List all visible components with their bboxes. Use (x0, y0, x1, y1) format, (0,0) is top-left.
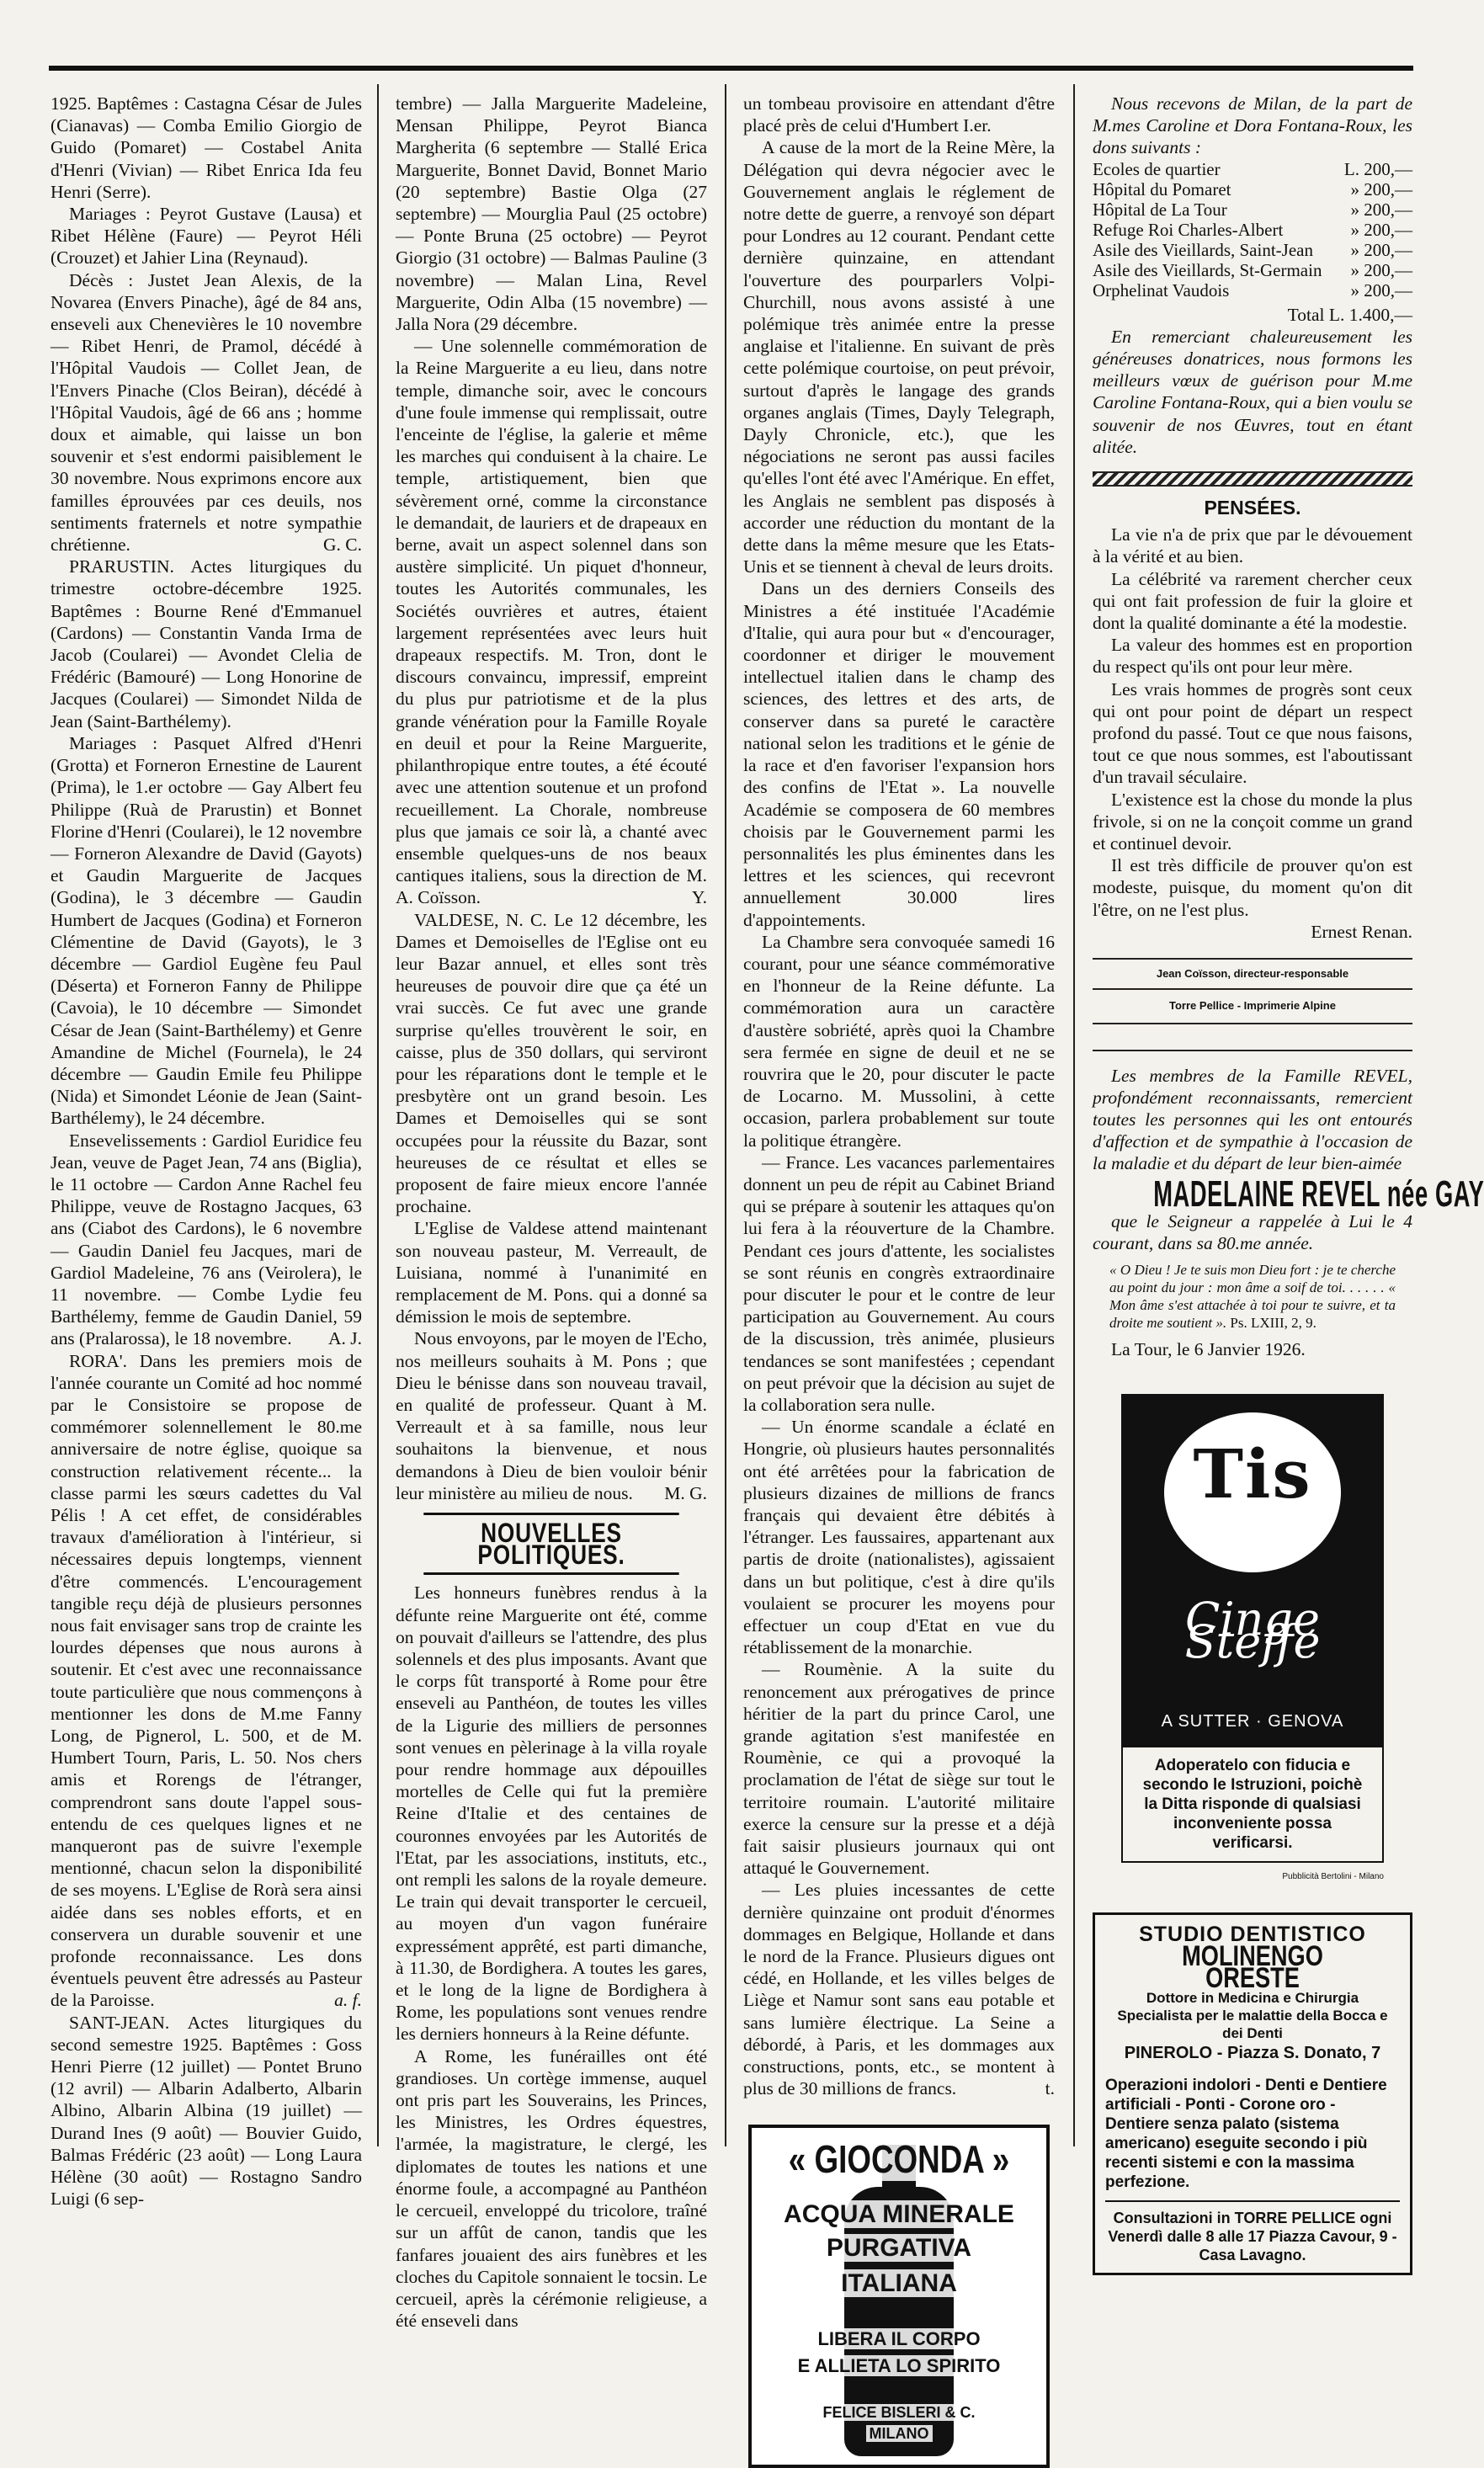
ornament-divider (1093, 471, 1412, 487)
dateline: La Tour, le 6 Janvier 1926. (1111, 1339, 1306, 1360)
studio-degree: Dottore in Medicina e Chirurgia (1146, 1990, 1359, 2007)
donation-amount: » 200,— (1350, 178, 1412, 199)
tis-text: Adoperatelo con fiducia e secondo le Istruzioni, poichè la Ditta risponde di qualsiasi inconveniente possa verificarsi. (1121, 1747, 1384, 1863)
article-text: Mariages : Pasquet Alfred d'Henri (Grotta) et Forneron Ernestine de Laurent (Prima), le 1.er octobre — Gay Albert feu Philippe (Ruà de Prarustin) et Bonnet Florine d'Henri (Coularei), le 12 novembre — Forneron Alexandre de David (Gayots) et Gaudin Marguerite de Jacques (Godina), le 3 décembre — Gaudin Humbert de Jacques (Godina) et Forneron Clémentine de David (Gayots), le 3 décembre — Gardiol Eugène feu Paul (Déserta) et Forneron Fanny de Philippe (Cavoia), le 10 décembre — Simondet César de Jean (Saint-Barthélemy) et Genre Amandine de Michel (Fournela), le 24 décembre — Gaudin Emile feu Philippe (Nida) et Simondet Léonie de Jean (Saint-Barthélemy), le 24 décembre. (51, 732, 362, 1129)
tis-logo: Tis (1193, 1434, 1312, 1514)
tis-advertisement (1121, 1394, 1384, 1747)
article-text: A cause de la mort de la Reine Mère, la Délégation qui devra négocier avec le Gouvernement anglais le réglement de notre dette de guerre, a renvoyé son départ pour Londres au 12 courant. Pendant cette dernière quinzaine, en attendant l'ouverture des pourparlers Volpi-Churchill, nous avons assisté à une polémique très animée entre la presse anglaise et l'italienne. En suivant de près cette polémique courtoise, on peut prévoir, surtout d'après le langage des grands organes anglais (Times, Dayly Telegraph, Dayly Chronicle, etc.), que les négociations ne seront pas aussi faciles qu'elles l'ont été avec l'Amérique. En effet, les Anglais ne semblent pas disposés à accorder une réduction du montant de la dette dans la même mesure que les Etats-Unis et se tiennent à cheval de leurs droits. (743, 137, 1055, 577)
donation-row (1093, 240, 1412, 260)
tis-script: Cinge Steffe (1184, 1593, 1321, 1668)
donation-label: Hôpital du Pomaret (1093, 178, 1231, 199)
pensee: La vie n'a de prix que par le dévouement à la vérité et au bien. (1093, 524, 1412, 567)
death-notice (1093, 1050, 1484, 1361)
article-text: — Les pluies incessantes de cette dernière quinzaine ont produit d'énormes dommages en Belgique, Hollande et dans le nord de la France. Plusieurs digues ont cédé, en Hollande, et les villes belges de Liège et Namur sont sans eau potable et sans lumière électrique. La Seine a débordé, à Paris, et les dommages aux constructions, ponts, etc., se montent à plus de 30 millions de francs. t. (743, 1880, 1055, 2099)
article-text: L'Eglise de Valdese attend maintenant son nouveau pasteur, M. Verreault, de Luisiana, nommé à l'unanimité en remplacement de M. Pons. qui a donné sa démission le mois de septembre. (396, 1218, 707, 1327)
donation-label: Asile des Vieillards, St-Germain (1093, 259, 1322, 280)
studio-name: MOLINENGO ORESTE (1182, 1939, 1323, 1994)
article-text: RORA'. Dans les premiers mois de l'année courante un Comité ad hoc nommé par le Consistoire se propose de commémorer solennellement le 80.me anniversaire de notre église, quoique sa construction relativement récente... la classe parmi les sœurs cadettes du Val Pélis ! A cet effet, de considérables travaux d'amélioration à l'intérieur, si nécessaires depuis longtemps, viennent d'être commencés. L'encouragement tangible reçu déjà de plusieurs personnes nous fait envisager sans trop de crainte les lourdes dépenses que nous aurons à soutenir. Et c'est avec une reconnaissance toute particulière que nous commençons à mentionner les dons de M.me Fanny Long, de Pignerol, L. 500, et de M. Humbert Tourn, Paris, L. 50. Nos chers amis et Rorengs de l'étranger, comprendront sans doute l'appel sous-entendu de ces quelques lignes et ne manqueront pas de suivre l'exemple mentionné, chacun selon la disponibilité de ses moyens. L'Eglise de Rorà sera ainsi aidée dans ses nobles efforts, et en conservera un durable souvenir et une profonde reconnaissance. Les dons éventuels peuvent être adressés au Pasteur de la Paroisse. a. f. (51, 1350, 362, 2011)
signature: A. J. (327, 1328, 362, 1349)
imprint-printer: Torre Pellice - Imprimerie Alpine (1093, 992, 1412, 1024)
column-2 (396, 93, 707, 2332)
ad-line: E ALLIETA LO SPIRITO (752, 2355, 1046, 2377)
column-3 (743, 93, 1055, 2443)
notice-intro: Les membres de la Famille REVEL, profondément reconnaissants, remercient toutes les personnes qui les ont entourés d'affection et de sympathie à l'occasion de la maladie et du départ de leur bien-aimée (1093, 1065, 1412, 1174)
article-text: tembre) — Jalla Marguerite Madeleine, Mensan Philippe, Peyrot Bianca Margherita (6 septembre — Stallé Erica Marguerite, Bonnet David, Bonnet Mario (20 septembre) Bastie Olga (27 septembre) — Mourglia Paul (25 octobre) — Ponte Bruna (25 octobre) — Peyrot Giorgio (31 octobre) — Balmas Pauline (3 novembre) — Malan Lina, Revel Marguerite, Odin Alba (15 novembre) — Jalla Nora (29 décembre. (396, 93, 707, 335)
donation-label: Asile des Vieillards, Saint-Jean (1093, 239, 1313, 260)
article-text: VALDESE, N. C. Le 12 décembre, les Dames et Demoiselles de l'Eglise ont eu leur Bazar annuel, et elles sont très heureuses de pouvoir dire que ça été un vrai succès. Ce fut avec une grande surprise qu'elles trouvèrent le soir, en caisse, plus de 350 dollars, qui serviront pour les réparations dont le temple et le presbytère ont un grand besoin. Les Dames et Demoiselles qui se sont occupées pour la réussite du Bazar, sont heureuses de ce résultat et elles se proposent de faire mieux encore l'année prochaine. (396, 909, 707, 1217)
thanks-text: En remerciant chaleureusement les généreuses donatrices, nous formons les meilleurs vœux de guérison pour M.me Caroline Fontana-Roux, qui a bien voulu se souvenir de nos Œuvres, tout en étant alitée. (1093, 326, 1412, 457)
donation-amount: » 200,— (1350, 279, 1412, 301)
donation-row (1093, 260, 1412, 280)
pensee: Les vrais hommes de progrès sont ceux qui ont pour point de départ un respect profond du passé. Tout ce que nous faisons, tout ce que nous sommes, est l'aboutissant d'un travail séculaire. (1093, 678, 1412, 788)
donation-label: Orphelinat Vaudois (1093, 279, 1230, 301)
donation-intro: Nous recevons de Milan, de la part de M.mes Caroline et Dora Fontana-Roux, les dons suivants : (1093, 93, 1412, 158)
donation-row (1093, 179, 1412, 199)
bible-verse: « O Dieu ! Je te suis mon Dieu fort : je te cherche au point du jour : mon âme a soif de toi. . . . . . « Mon âme s'est attachée à toi pour te suivre, et ta droite me soutient ». Ps. LXIII, 2, 9. (1109, 1262, 1396, 1332)
donation-label: Refuge Roi Charles-Albert (1093, 219, 1284, 240)
article-text: SANT-JEAN. Actes liturgiques du second semestre 1925. Baptêmes : Goss Henri Pierre (12 juillet) — Pontet Bruno (12 avril) — Albarin Adalberto, Albarin Albino, Albarin Albina (19 juillet) — Durand Ines (9 août) — Bouvier Guido, Balmas Frédéric (23 août) — Long Laura Hélène (30 août) — Rostagno Sandro Luigi (6 sep- (51, 2012, 362, 2210)
article-text: PRARUSTIN. Actes liturgiques du trimestre octobre-décembre 1925. Baptêmes : Bourne René d'Emmanuel (Cardons) — Constantin Vanda Irma de Jacob (Coularei) — Avondet Clelia de Frédéric (Bamouré) — Long Honorine de Jacques (Coularei) — Simondet Nilda de Jean (Saint-Barthélemy). (51, 556, 362, 731)
studio-hours: Consultazioni in TORRE PELLICE ogni Venerdì dalle 8 alle 17 Piazza Cavour, 9 - Casa Lavagno. (1105, 2200, 1400, 2264)
donation-row (1093, 220, 1412, 240)
ad-line: LIBERA IL CORPO (752, 2328, 1046, 2350)
article-text: — Roumènie. A la suite du renoncement aux prérogatives de prince héritier de la part du prince Carol, une grande agitation s'est manifestée en Roumènie, ce qui a provoqué la proclamation de l'état de siège sur tout le territoire roumain. L'autorité militaire exerce la censure sur la presse et a déjà fait saisir plusieurs journaux qui ont attaqué le Gouvernement. (743, 1659, 1055, 1879)
top-rule (49, 66, 1413, 71)
section-heading: NOUVELLES POLITIQUES. (423, 1513, 678, 1575)
article-text: — France. Les vacances parlementaires donnent un peu de répit au Cabinet Briand qui se prépare à soutenir les attaques qu'on lui fera à la réouverture de la Chambre. Pendant ces jours d'attente, les socialistes se sont réunis en congrès extraordinaire pour discuter le pour et le contre de leur participation au Gouvernement. Au cours de la discussion, très animée, plusieurs tendances se sont manifestées ; cependant on peut prévoir que la décision au sujet de la collaboration sera nulle. (743, 1152, 1055, 1415)
donation-row (1093, 159, 1412, 179)
tis-logo-circle (1164, 1412, 1341, 1572)
studio-services: Operazioni indolori - Denti e Dentiere artificiali - Ponti - Corone oro - Dentiere senza palato (sistema americano) eseguite secondo i più recenti sistemi e con la massima perfezione. (1105, 2077, 1387, 2192)
pensee: La valeur des hommes est en proportion du respect qu'ils ont pour leur mère. (1093, 635, 1412, 678)
donation-label: Ecoles de quartier (1093, 158, 1221, 179)
article-text: — Une solennelle commémoration de la Reine Marguerite a eu lieu, dans notre temple, dimanche soir, avec le concours d'une foule immense qui remplissait, outre l'enceinte de l'église, la galerie et même les marches qui conduisent à la chaire. Le temple, artistiquement, bien que sévèrement orné, comme la circonstance le demandait, de lauriers et de drapeaux en berne, avait un aspect solennel dans son austère simplicité. Un piquet d'honneur, toutes les Autorités communales, les Sociétés ouvrières et autres, étaient largement représentées avec leurs huit drapeaux respectifs. M. Tron, dont le discours convaincu, impressif, empreint du plus pur patriotisme et de la plus grande vénération pour la Famille Royale en deuil et pour la Reine Marguerite, philanthropique entre toutes, a été écouté avec une attention soutenue et un profond recueillement. La Chorale, nombreuse plus que jamais ce soir là, a chanté avec ensemble quelques-uns de nos beaux cantiques italiens, sous la direction de M. A. Coïsson. Y. (396, 336, 707, 908)
donation-row (1093, 199, 1412, 220)
gioconda-advertisement (748, 2125, 1050, 2468)
donation-amount: » 200,— (1350, 199, 1412, 220)
tis-credit: Pubblicità Bertolini - Milano (1282, 1872, 1384, 1882)
signature: M. G. (664, 1482, 707, 1503)
article-text: 1925. Baptêmes : Castagna César de Jules (Cianavas) — Comba Emilio Giorgio de Guido (Pomaret) — Costabel Anita d'Henri (Vivian) — Ribet Enrica Ida feu Henri (Serre). (51, 93, 362, 202)
donation-row (1093, 280, 1412, 301)
studio-title: STUDIO DENTISTICO (1139, 1922, 1366, 1946)
article-text: — Un énorme scandale a éclaté en Hongrie, où plusieurs hautes personnalités ont été arrêtées pour la fabrication de plusieurs dizaines de millions de francs français qui devaient être débités à l'étranger. Les faussaires, appartenant aux partis de droite (nationalistes), agissaient dans un but politique, c'est à dire qu'ils voulaient se procurer les moyens pour effectuer un coup d'Etat en vue du rétablissement de la monarchie. (743, 1417, 1055, 1658)
signature: a. f. (334, 1990, 362, 2011)
donation-amount: L. 200,— (1343, 158, 1412, 179)
ad-line: PURGATIVA (752, 2237, 1046, 2259)
article-text: Nous envoyons, par le moyen de l'Echo, nos meilleurs souhaits à M. Pons ; que Dieu le bénisse dans son nouveau travail, en qualité de professeur. Quant à M. Verreault et à sa famille, nous leur souhaitons la bienvenue, et nous demandons à Dieu de bien vouloir bénir leur ministère au milieu de nous. M. G. (396, 1328, 707, 1503)
tis-maker: A SUTTER · GENOVA (1161, 1712, 1344, 1731)
ad-line: ITALIANA (752, 2273, 1046, 2295)
deceased-name: MADELAINE REVEL née GAY (1153, 1173, 1484, 1215)
ad-city: MILANO (752, 2423, 1046, 2444)
article-text: Les honneurs funèbres rendus à la défunte reine Marguerite ont été, comme on pouvait d'ailleurs se l'attendre, des plus solennels et des plus imposants. Avant que le corps fût transporté à Rome pour être enseveli au Panthéon, de toutes les villes de la Ligurie des milliers de personnes sont venues en pèlerinage à la villa royale pour rendre hommage aux dépouilles mortelles de Celle qui fut la première Reine d'Italie et des centaines de couronnes envoyées par les Autorités de l'Etat, par les associations, instituts, etc., ont rempli les salons de la royale demeure. Le train qui devait transporter le cercueil, au moyen d'un vagon funéraire expressément apprêté, est parti dimanche, à 11.30, de Bordighera. A toutes les gares, et le long de la ligne de Bordighera à Rome, les populations sont venues rendre les derniers honneurs à la Reine défunte. (396, 1582, 707, 2045)
donation-list (1093, 159, 1412, 301)
article-text: A Rome, les funérailles ont été grandioses. Un cortège immense, auquel ont pris part les Souverains, les Princes, les Ministres, les Ordres équestres, l'armée, la magistrature, le clergé, les diplomates de toutes les nations et une énorme foule, a accompagné au Panthéon le cercueil, enveloppé du tricolore, traîné sur un affût de canon, tandis que les fanfares jouaient des airs funèbres et les cloches du Capitole sonnaient le tocsin. Le cercueil, après la cérémonie religieuse, a été enseveli dans (396, 2045, 707, 2332)
pensees-title: PENSÉES. (1204, 497, 1301, 519)
donation-label: Hôpital de La Tour (1093, 199, 1227, 220)
signature: t. (1045, 2078, 1055, 2099)
signature: Y. (691, 887, 707, 908)
pensee: La célébrité va rarement chercher ceux qui ont fait profession de fuir la gloire et dont la qualité dominante a été la modestie. (1093, 568, 1412, 634)
article-text: Décès : Justet Jean Alexis, de la Novarea (Envers Pinache), âgé de 84 ans, enseveli aux Chenevières le 10 novembre — Ribet Henri, de Pramol, décédé à l'Hôpital Vaudois — Collet Jean, de l'Envers Pinache (Clos Beiran), décédé à l'Hôpital Vaudois, âgé de 66 ans ; homme doux et aimable, qui laisse un bon souvenir et s'est endormi paisiblement le 30 novembre. Nous exprimons encore aux familles éprouvées par ces deuils, nos sentiments fraternels et notre sympathie chrétienne. G. C. (51, 269, 362, 556)
column-divider (1073, 84, 1075, 2146)
signature: G. C. (323, 535, 362, 556)
imprint-director: Jean Coïsson, directeur-responsable (1093, 958, 1412, 990)
column-1 (51, 93, 362, 2210)
article-text: un tombeau provisoire en attendant d'être placé près de celui d'Humbert I.er. (743, 93, 1055, 136)
article-text: Dans un des derniers Conseils des Ministres a été instituée l'Académie d'Italie, qui aura pour but « d'encourager, coordonner et diriger le mouvement intellectuel italien dans le champ des sciences, des lettres et des arts, de conserver dans sa pureté le caractère national selon les traditions et le génie de la race et d'en favoriser l'expansion hors des confins de l'Etat ». La nouvelle Académie se composera de 60 membres choisis par le Gouvernement parmi les personnalités les plus éminentes dans les lettres et les sciences, qui recevront annuellement 30.000 lires d'appointements. (743, 578, 1055, 930)
studio-address: PINEROLO - Piazza S. Donato, 7 (1124, 2044, 1381, 2063)
pensee: Il est très difficile de prouver qu'on est modeste, puisque, du moment qu'on dit l'être, on ne l'est plus. (1093, 855, 1412, 920)
dentist-advertisement (1093, 1912, 1412, 2276)
studio-specialty: Specialista per le malattie della Bocca e dei Denti (1117, 2008, 1388, 2042)
article-text: Ensevelissements : Gardiol Euridice feu Jean, veuve de Paget Jean, 74 ans (Biglia), le 11 octobre — Cardon Anne Rachel feu Philippe, veuve de Rostagno Jacques, 63 ans (Ciabot des Cardons), le 6 novembre — Gaudin Daniel feu Jacques, mari de Gardiol Madeleine, 76 ans (Veirolera), le 11 novembre. — Combe Lydie feu Barthélemy, femme de Gaudin Daniel, 59 ans (Pralarossa), le 18 novembre. A. J. (51, 1130, 362, 1349)
donation-amount: » 200,— (1350, 259, 1412, 280)
pensees-author: Ernest Renan. (1311, 921, 1412, 942)
article-text: Mariages : Peyrot Gustave (Lausa) et Ribet Hélène (Faure) — Peyrot Héli (Crouzet) et Jahier Lina (Reynaud). (51, 204, 362, 269)
pensees-list (1093, 524, 1412, 921)
pensee: L'existence est la chose du monde la plus frivole, si on ne la conçoit comme un grand et continuel devoir. (1093, 789, 1412, 854)
column-divider (377, 84, 379, 2146)
column-divider (725, 84, 726, 2146)
ad-brand: « GIOCONDA » (781, 2148, 1017, 2170)
notice-after: que le Seigneur a rappelée à Lui le 4 courant, dans sa 80.me année. (1093, 1210, 1412, 1253)
ad-maker: FELICE BISLERI & C. (752, 2402, 1046, 2423)
donation-amount: » 200,— (1350, 219, 1412, 240)
column-4 (1093, 93, 1484, 2264)
donation-amount: » 200,— (1350, 239, 1412, 260)
donation-total: Total L. 1.400,— (1287, 304, 1412, 325)
article-text: La Chambre sera convoquée samedi 16 courant, pour une séance commémorative en l'honneur de la Reine défunte. La commémoration aura un caractère d'austère sobriété, après quoi la Chambre sera fermée en signe de deuil et ne se rouvrira que le 20, pour discuter le pacte de Locarno. M. Mussolini, à cette occasion, parlera probablement sur toute la politique étrangère. (743, 931, 1055, 1151)
ad-line: ACQUA MINERALE (752, 2204, 1046, 2226)
